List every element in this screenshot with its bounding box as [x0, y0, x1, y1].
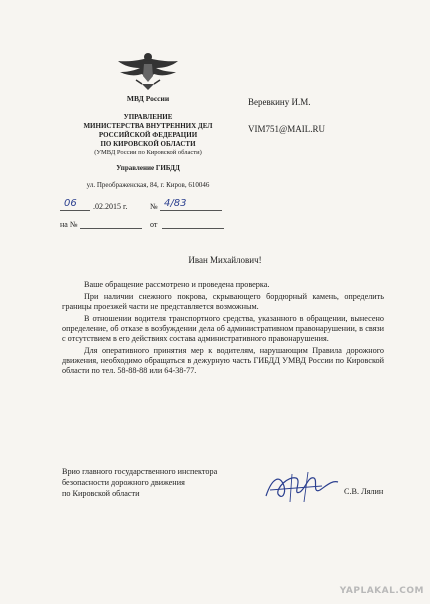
department-block [60, 113, 236, 158]
reference-date-row [60, 200, 240, 214]
number-label: № [150, 202, 158, 211]
ministry-short: МВД России [126, 94, 170, 103]
watermark: YAPLAKAL.COM [339, 586, 424, 596]
sub-department: Управление ГИБДД [116, 164, 180, 172]
mvd-emblem-icon [112, 50, 184, 92]
body-paragraph: Ваше обращение рассмотрено и проведена проверка. [84, 280, 270, 289]
date-printed: .02.2015 г. [93, 202, 128, 211]
position-line: Врио главного государственного инспектора [62, 467, 218, 476]
reference-incoming-row [60, 218, 240, 232]
salutation: Иван Михайлович! [188, 255, 262, 265]
body-paragraph: При наличии снежного покрова, скрывающего бордюрный камень, определить границы проезжей части не представляется возможным. [62, 292, 384, 311]
address: ул. Преображенская, 84, г. Киров, 610046 [86, 181, 210, 189]
body-paragraph: В отношении водителя транспортного средства, указанного в обращении, вынесено определение, об отказе в возбуждении дела об административном правонарушении, в связи с отсутствием в его действиях состава административного правонарушения. [62, 314, 384, 343]
handwritten-day: 06 [64, 198, 77, 209]
signatory-position [62, 466, 217, 499]
to-label: на № [60, 220, 78, 229]
from-label: от [150, 220, 158, 229]
signatory-name: С.В. Лялин [344, 487, 384, 496]
department-line: РОССИЙСКОЙ ФЕДЕРАЦИИ [98, 131, 198, 139]
position-line: безопасности дорожного движения [62, 478, 185, 487]
recipient-email: VIM751@MAIL.RU [248, 124, 326, 134]
department-line: МИНИСТЕРСТВА ВНУТРЕННИХ ДЕЛ [83, 122, 213, 130]
body-paragraph: Для оперативного принятия мер к водителям, нарушающим Правила дорожного движения, необходимо обращаться в дежурную часть ГИБДД УМВД России по Кировской области по тел. 58-88-88 или 64-38-77. [62, 346, 384, 375]
department-line: УПРАВЛЕНИЕ [123, 113, 173, 121]
department-line: ПО КИРОВСКОЙ ОБЛАСТИ [100, 140, 196, 148]
handwritten-number: 4/83 [164, 198, 187, 209]
handwritten-signature-icon [262, 466, 342, 506]
position-line: по Кировской области [62, 489, 140, 498]
department-abbr: (УМВД России по Кировской области) [94, 149, 202, 156]
letter-body [62, 280, 384, 376]
recipient-name: Веревкину И.М. [248, 97, 311, 107]
